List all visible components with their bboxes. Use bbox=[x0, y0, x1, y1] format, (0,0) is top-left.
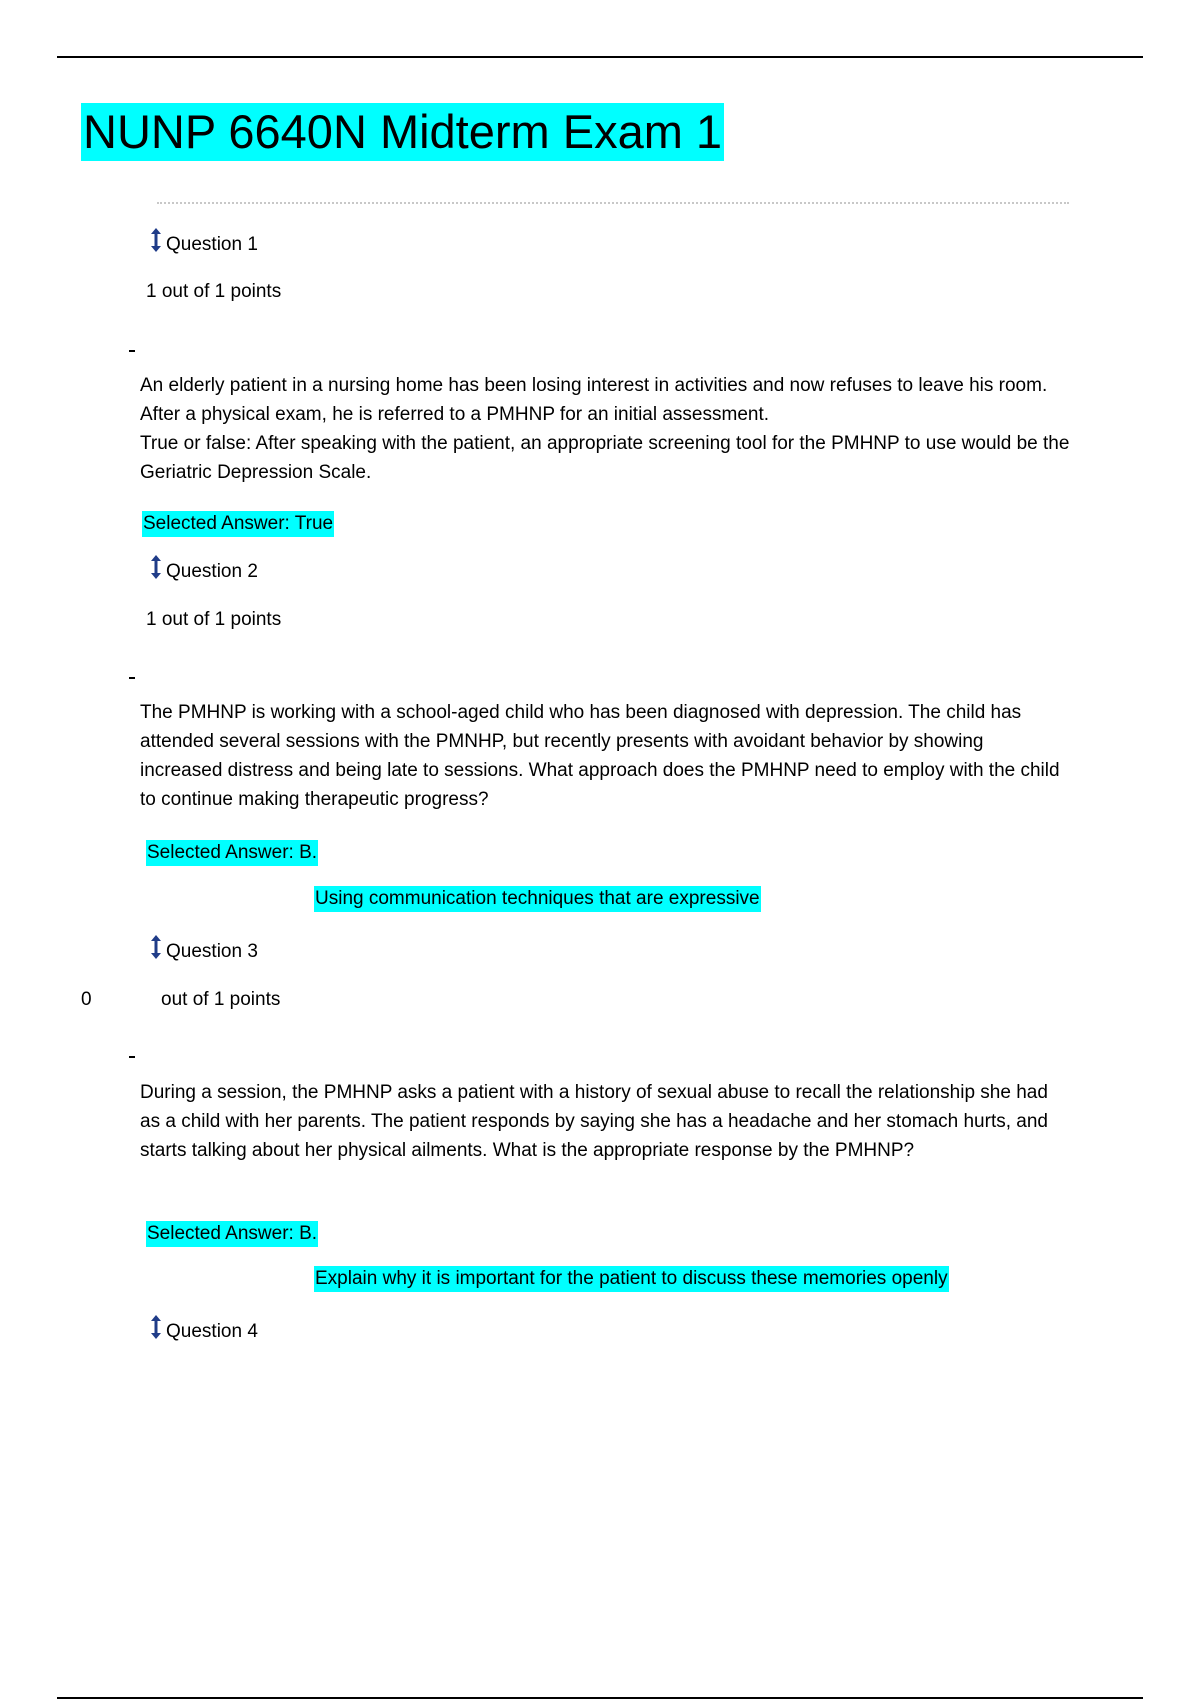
question-1-header bbox=[149, 227, 258, 257]
bullet-dash bbox=[129, 1056, 135, 1058]
title-separator bbox=[157, 202, 1069, 204]
vertical-double-arrow-icon bbox=[149, 554, 163, 580]
question-3-header bbox=[149, 934, 258, 964]
question-1-points: 1 out of 1 points bbox=[146, 281, 282, 302]
question-2-answer-detail: Using communication techniques that are expressive bbox=[314, 886, 761, 912]
question-label: Question 2 bbox=[166, 561, 258, 582]
bullet-dash bbox=[129, 677, 135, 679]
question-4-header bbox=[149, 1314, 258, 1344]
page-title: NUNP 6640N Midterm Exam 1 bbox=[81, 103, 724, 161]
vertical-double-arrow-icon bbox=[149, 227, 163, 253]
question-3-selected-answer: Selected Answer: B. bbox=[146, 1221, 318, 1247]
question-3-text: During a session, the PMHNP asks a patient with a history of sexual abuse to recall the relationship she had as a child with her parents. The patient responds by saying she has a headache and her stomach hurts, and starts talking about her physical ailments. What is the appropriate response by the PMHNP? bbox=[140, 1082, 1048, 1161]
question-1-text: An elderly patient in a nursing home has been losing interest in activities and now refuses to leave his room. After a physical exam, he is referred to a PMHNP for an initial assessment. True or false: After speaking with the patient, an appropriate screening tool for the PMHNP to use would be the Geriatric Depression Scale. bbox=[140, 375, 1070, 483]
vertical-double-arrow-icon bbox=[149, 934, 163, 960]
question-label: Question 3 bbox=[166, 941, 258, 962]
question-3-points: out of 1 points bbox=[161, 989, 281, 1010]
question-2-points: 1 out of 1 points bbox=[146, 609, 282, 630]
question-3-answer-detail: Explain why it is important for the patient to discuss these memories openly bbox=[314, 1266, 949, 1292]
question-2-selected-answer: Selected Answer: B. bbox=[146, 840, 318, 866]
question-label: Question 4 bbox=[166, 1321, 258, 1342]
page-bottom-rule bbox=[57, 1697, 1143, 1699]
question-label: Question 1 bbox=[166, 234, 258, 255]
bullet-dash bbox=[129, 350, 135, 352]
page-top-rule bbox=[57, 56, 1143, 58]
vertical-double-arrow-icon bbox=[149, 1314, 163, 1340]
question-2-header bbox=[149, 554, 258, 584]
question-2-text: The PMHNP is working with a school-aged child who has been diagnosed with depression. The child has attended several sessions with the PMNHP, but recently presents with avoidant behavior by showing increased distress and being late to sessions. What approach does the PMHNP need to employ with the child to continue making therapeutic progress? bbox=[140, 702, 1060, 810]
question-3-points-value: 0 bbox=[81, 989, 92, 1010]
question-1-selected-answer: Selected Answer: True bbox=[142, 511, 334, 537]
